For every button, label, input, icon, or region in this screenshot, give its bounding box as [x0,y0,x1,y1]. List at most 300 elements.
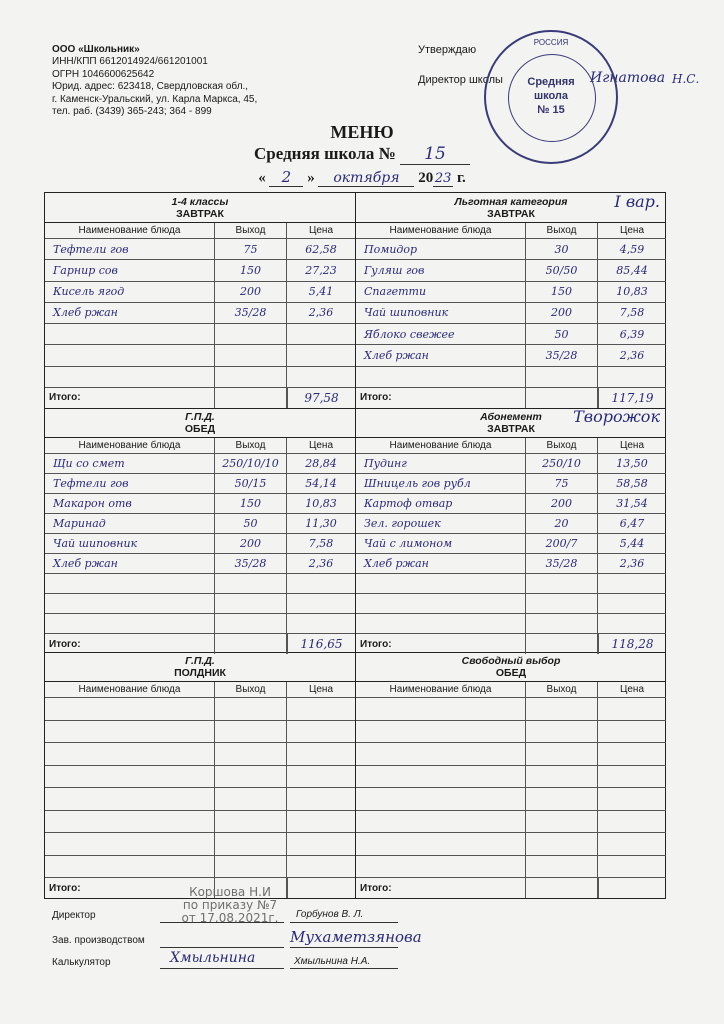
column-output-header: Выход [215,223,287,238]
dish-output-cell [215,856,287,878]
dish-name-cell [45,594,215,613]
dish-name-cell: Щи со смет [45,454,215,473]
section-variant: Творожок [573,407,660,426]
section-header [356,652,666,682]
dish-price-cell [287,811,355,833]
approval-initials: Н.С. [672,72,700,86]
total-label: Итого: [45,878,215,898]
dish-output-cell [526,833,598,855]
dish-output-cell: 35/28 [215,554,287,573]
dish-price-cell [598,811,666,833]
dish-output-cell: 50 [215,514,287,533]
dish-name-cell [356,766,526,788]
dish-output-cell: 75 [215,239,287,259]
table-row [45,345,355,366]
dish-output-cell [215,345,287,365]
table-row [45,811,355,834]
dish-name-cell [356,856,526,878]
table-row [356,833,666,856]
table-row [45,766,355,789]
dish-name-cell [45,766,215,788]
table-row [45,514,355,534]
table-row [356,574,666,594]
page-title: МЕНЮ [330,122,394,142]
total-label: Итого: [356,388,526,408]
dish-price-cell: 28,84 [305,457,337,470]
dish-output-cell [215,574,287,593]
column-price-header: Цена [619,225,645,236]
dish-price-cell [598,698,666,720]
dish-output-cell [526,574,598,593]
approval-director-signature: Игнатова [590,70,666,86]
dish-name-cell [356,367,526,387]
org-address-1: Юрид. адрес: 623418, Свердловская обл., [52,81,249,93]
table-row [45,454,355,474]
dish-output-cell [526,743,598,765]
dish-output-cell [215,833,287,855]
dish-price-cell: 7,58 [619,306,645,320]
dish-price-cell [287,594,355,613]
section-s2 [356,193,666,409]
column-output-header: Выход [215,682,287,697]
column-name-header: Наименование блюда [45,438,215,453]
dish-name-cell: Гуляш гов [356,260,526,280]
section-meal: ЗАВТРАК [487,423,535,435]
dish-output-cell [526,788,598,810]
column-price-header: Цена [308,225,334,236]
dish-name-cell [45,698,215,720]
dish-output-cell: 200 [526,303,598,323]
dish-price-cell: 10,83 [616,285,648,299]
dish-price-cell [287,856,355,878]
dish-output-cell: 200/7 [526,534,598,553]
dish-price-cell: 54,14 [305,477,337,490]
table-row [45,534,355,554]
dish-price-cell: 6,47 [619,517,645,530]
dish-output-cell: 75 [526,474,598,493]
dish-output-cell [215,811,287,833]
column-header-row [45,682,355,698]
column-output-header: Выход [526,438,598,453]
dish-price-cell [287,614,355,633]
table-row [356,743,666,766]
dish-name-cell: Кисель ягод [45,282,215,302]
table-row [356,856,666,879]
dish-output-cell: 35/28 [526,554,598,573]
seal-center-2: школа [533,90,569,102]
table-row [356,260,666,281]
total-label: Итого: [45,388,215,408]
dish-output-cell: 30 [526,239,598,259]
total-value [598,878,666,898]
table-row [356,303,666,324]
total-output-cell [215,388,287,408]
sig-production-signature: Мухаметзянова [290,928,422,946]
org-ogrn: ОГРН 1046600625642 [52,68,155,80]
total-row [356,634,666,654]
table-row [45,788,355,811]
date-month: октября [318,170,414,187]
dish-name-cell: Пудинг [356,454,526,473]
dish-output-cell [215,367,287,387]
sig-calculator-name: Хмыльнина Н.А. [294,956,371,967]
dish-price-cell [598,743,666,765]
table-row [356,345,666,366]
dish-price-cell: 2,36 [619,557,645,570]
dish-output-cell: 150 [215,260,287,280]
dish-output-cell [526,721,598,743]
dish-price-cell [287,698,355,720]
quote-open: « [258,170,266,186]
section-meal: ЗАВТРАК [487,208,535,220]
sig-calculator-signature: Хмыльнина [170,950,256,966]
total-value: 117,19 [598,388,666,408]
dish-output-cell: 250/10/10 [215,454,287,473]
dish-output-cell: 150 [215,494,287,513]
order-stamp-line-1: Коршова Н.И [189,885,271,899]
sig-production-line [160,947,284,948]
total-row [45,634,355,654]
table-row [45,574,355,594]
left-column [45,193,355,898]
dish-price-cell: 5,44 [619,537,645,550]
dish-price-cell [287,345,355,365]
table-row [356,534,666,554]
table-row [45,721,355,744]
dish-price-cell [287,766,355,788]
table-row [45,303,355,324]
org-address-2: г. Каменск-Уральский, ул. Карла Маркса, 45, [52,93,258,105]
order-stamp [170,886,290,925]
dish-price-cell [598,788,666,810]
dish-name-cell: Шницель гов рубл [356,474,526,493]
dish-output-cell [215,766,287,788]
total-row [356,388,666,408]
table-row [45,614,355,634]
table-row [45,594,355,614]
dish-name-cell: Хлеб ржан [356,554,526,573]
table-row [356,554,666,574]
total-output-cell [526,634,598,654]
table-row [45,474,355,494]
dish-output-cell [215,698,287,720]
section-category: Г.П.Д. [185,411,215,423]
column-price-header: Цена [619,684,645,695]
section-category: Абонемент [480,411,542,423]
section-meal: ПОЛДНИК [174,667,226,679]
seal-center-3: № 15 [537,104,565,116]
dish-output-cell [526,367,598,387]
section-category: 1-4 классы [171,196,229,208]
dish-price-cell: 13,50 [616,457,648,470]
table-row [45,833,355,856]
table-row [356,454,666,474]
dish-name-cell: Тефтели гов [45,474,215,493]
table-row [45,324,355,345]
dish-name-cell: Маринад [45,514,215,533]
dish-name-cell [45,856,215,878]
table-row [356,514,666,534]
section-category: Свободный выбор [461,655,561,667]
dish-output-cell [526,856,598,878]
dish-name-cell [356,614,526,633]
dish-output-cell: 50/50 [526,260,598,280]
column-name-header: Наименование блюда [356,223,526,238]
dish-name-cell: Зел. горошек [356,514,526,533]
order-stamp-line-3: от 17.08.2021г. [181,911,279,925]
sig-calculator-line [160,968,284,969]
seal-center-1: Средняя [527,76,575,88]
school-number: 15 [400,144,470,165]
column-name-header: Наименование блюда [45,223,215,238]
dish-output-cell: 35/28 [526,345,598,365]
org-phone: тел. раб. (3439) 365-243; 364 - 899 [52,106,212,118]
total-output-cell [215,634,287,654]
section-meal: ЗАВТРАК [176,208,224,220]
dish-output-cell [526,766,598,788]
total-label: Итого: [356,878,526,898]
seal-top-text: РОССИЯ [533,38,569,47]
dish-price-cell [287,721,355,743]
dish-price-cell [598,721,666,743]
column-header-row [45,438,355,454]
section-header [45,652,355,682]
dish-name-cell [356,594,526,613]
dish-price-cell: 2,36 [308,306,334,320]
dish-name-cell [45,367,215,387]
menu-table [44,192,666,899]
dish-price-cell [598,856,666,878]
dish-price-cell [598,614,666,633]
dish-output-cell [215,788,287,810]
dish-name-cell [356,574,526,593]
dish-name-cell: Чай с лимоном [356,534,526,553]
total-value: 116,65 [287,634,355,654]
dish-name-cell [45,345,215,365]
section-s5 [45,652,355,898]
dish-name-cell: Чай шиповник [45,534,215,553]
table-row [356,474,666,494]
table-row [356,766,666,789]
sig-director-name: Горбунов В. Л. [296,909,364,920]
section-s3 [45,408,355,653]
column-price-header: Цена [308,440,334,451]
dish-name-cell: Хлеб ржан [45,303,215,323]
total-label: Итого: [356,634,526,654]
dish-name-cell [356,698,526,720]
dish-output-cell [215,594,287,613]
column-price-header: Цена [619,440,645,451]
table-row [45,494,355,514]
dish-price-cell: 7,58 [308,537,334,550]
dish-name-cell [356,811,526,833]
table-row [45,282,355,303]
dish-name-cell: Макарон отв [45,494,215,513]
approval-label: Утверждаю [418,44,477,56]
dish-price-cell [287,324,355,344]
table-row [356,788,666,811]
dish-name-cell [45,614,215,633]
total-value [287,878,355,898]
dish-price-cell: 10,83 [305,497,337,510]
org-inn: ИНН/КПП 6612014924/661201001 [52,56,208,68]
dish-price-cell: 2,36 [308,557,334,570]
table-row [45,698,355,721]
total-label: Итого: [45,634,215,654]
quote-close: » [307,170,315,186]
dish-name-cell: Гарнир сов [45,260,215,280]
table-row [356,721,666,744]
table-row [45,367,355,388]
sig-production-name-line [290,947,398,948]
column-output-header: Выход [526,223,598,238]
org-name: ООО «Школьник» [52,44,140,55]
dish-output-cell [215,324,287,344]
dish-name-cell [45,811,215,833]
dish-price-cell: 2,36 [619,349,645,363]
section-header [356,408,666,438]
dish-name-cell: Помидор [356,239,526,259]
dish-output-cell: 35/28 [215,303,287,323]
table-row [45,743,355,766]
dish-output-cell [215,721,287,743]
dish-name-cell: Картоф отвар [356,494,526,513]
dish-output-cell: 150 [526,282,598,302]
dish-name-cell [45,833,215,855]
total-output-cell [526,388,598,408]
total-row [45,388,355,408]
dish-price-cell: 27,23 [305,263,337,277]
dish-output-cell: 200 [526,494,598,513]
dish-price-cell: 5,41 [308,285,334,299]
dish-name-cell [45,721,215,743]
section-variant: I вар. [614,192,660,211]
column-name-header: Наименование блюда [356,438,526,453]
date-line [0,168,724,187]
dish-name-cell [45,324,215,344]
column-output-header: Выход [215,438,287,453]
dish-price-cell: 85,44 [616,263,648,277]
section-s1 [45,193,355,409]
dish-output-cell: 250/10 [526,454,598,473]
sig-director-name-line [290,922,398,923]
dish-name-cell [45,574,215,593]
section-meal: ОБЕД [184,423,216,435]
dish-price-cell [598,833,666,855]
school-label: Средняя школа № [254,144,396,163]
dish-price-cell [598,766,666,788]
table-row [356,324,666,345]
dish-price-cell: 6,39 [619,327,645,341]
table-row [356,698,666,721]
column-output-header: Выход [526,682,598,697]
column-name-header: Наименование блюда [45,682,215,697]
dish-name-cell: Хлеб ржан [45,554,215,573]
dish-output-cell [215,743,287,765]
table-row [356,494,666,514]
table-row [45,260,355,281]
year-suffix: 23 [434,171,452,186]
total-output-cell [526,878,598,898]
table-row [356,811,666,834]
dish-name-cell [356,743,526,765]
dish-price-cell: 4,59 [619,242,645,256]
column-name-header: Наименование блюда [356,682,526,697]
column-header-row [45,223,355,239]
section-s6 [356,652,666,898]
dish-output-cell [526,811,598,833]
dish-name-cell [356,833,526,855]
section-header [356,193,666,223]
date-day: 2 [269,168,303,187]
dish-price-cell [287,574,355,593]
dish-output-cell [526,594,598,613]
table-row [356,239,666,260]
dish-name-cell [45,788,215,810]
section-meal: ОБЕД [495,667,527,679]
approval-director-label: Директор школы [418,74,503,86]
dish-price-cell: 11,30 [305,517,337,530]
dish-price-cell [287,788,355,810]
year-end: г. [456,170,466,186]
dish-price-cell: 62,58 [305,242,337,256]
sig-calculator-name-line [290,968,398,969]
dish-name-cell: Спагетти [356,282,526,302]
table-row [45,856,355,879]
section-header [45,408,355,438]
section-category: Льготная категория [454,196,568,208]
dish-name-cell: Хлеб ржан [356,345,526,365]
dish-output-cell: 200 [215,534,287,553]
column-header-row [356,223,666,239]
table-row [45,554,355,574]
dish-output-cell [526,614,598,633]
total-value: 97,58 [287,388,355,408]
column-header-row [356,682,666,698]
dish-name-cell [45,743,215,765]
section-header [45,193,355,223]
dish-output-cell [526,698,598,720]
school-line [0,144,724,165]
table-row [356,614,666,634]
dish-price-cell [287,367,355,387]
dish-price-cell: 58,58 [616,477,648,490]
dish-name-cell: Яблоко свежее [356,324,526,344]
dish-price-cell [598,574,666,593]
dish-output-cell: 50 [526,324,598,344]
column-price-header: Цена [308,684,334,695]
dish-output-cell: 200 [215,282,287,302]
dish-price-cell: 31,54 [616,497,648,510]
dish-price-cell [598,367,666,387]
table-row [356,594,666,614]
sig-production-label: Зав. производством [52,935,145,946]
section-category: Г.П.Д. [185,655,215,667]
table-row [356,282,666,303]
table-row [356,367,666,388]
right-column [355,193,666,898]
dish-name-cell: Чай шиповник [356,303,526,323]
year-prefix: 20 [418,170,434,186]
dish-price-cell [598,594,666,613]
sig-calculator-label: Калькулятор [52,957,111,968]
column-header-row [356,438,666,454]
section-s4 [356,408,666,653]
sig-director-label: Директор [52,910,96,921]
dish-price-cell [287,743,355,765]
table-row [45,239,355,260]
order-stamp-line-2: по приказу №7 [182,898,278,912]
